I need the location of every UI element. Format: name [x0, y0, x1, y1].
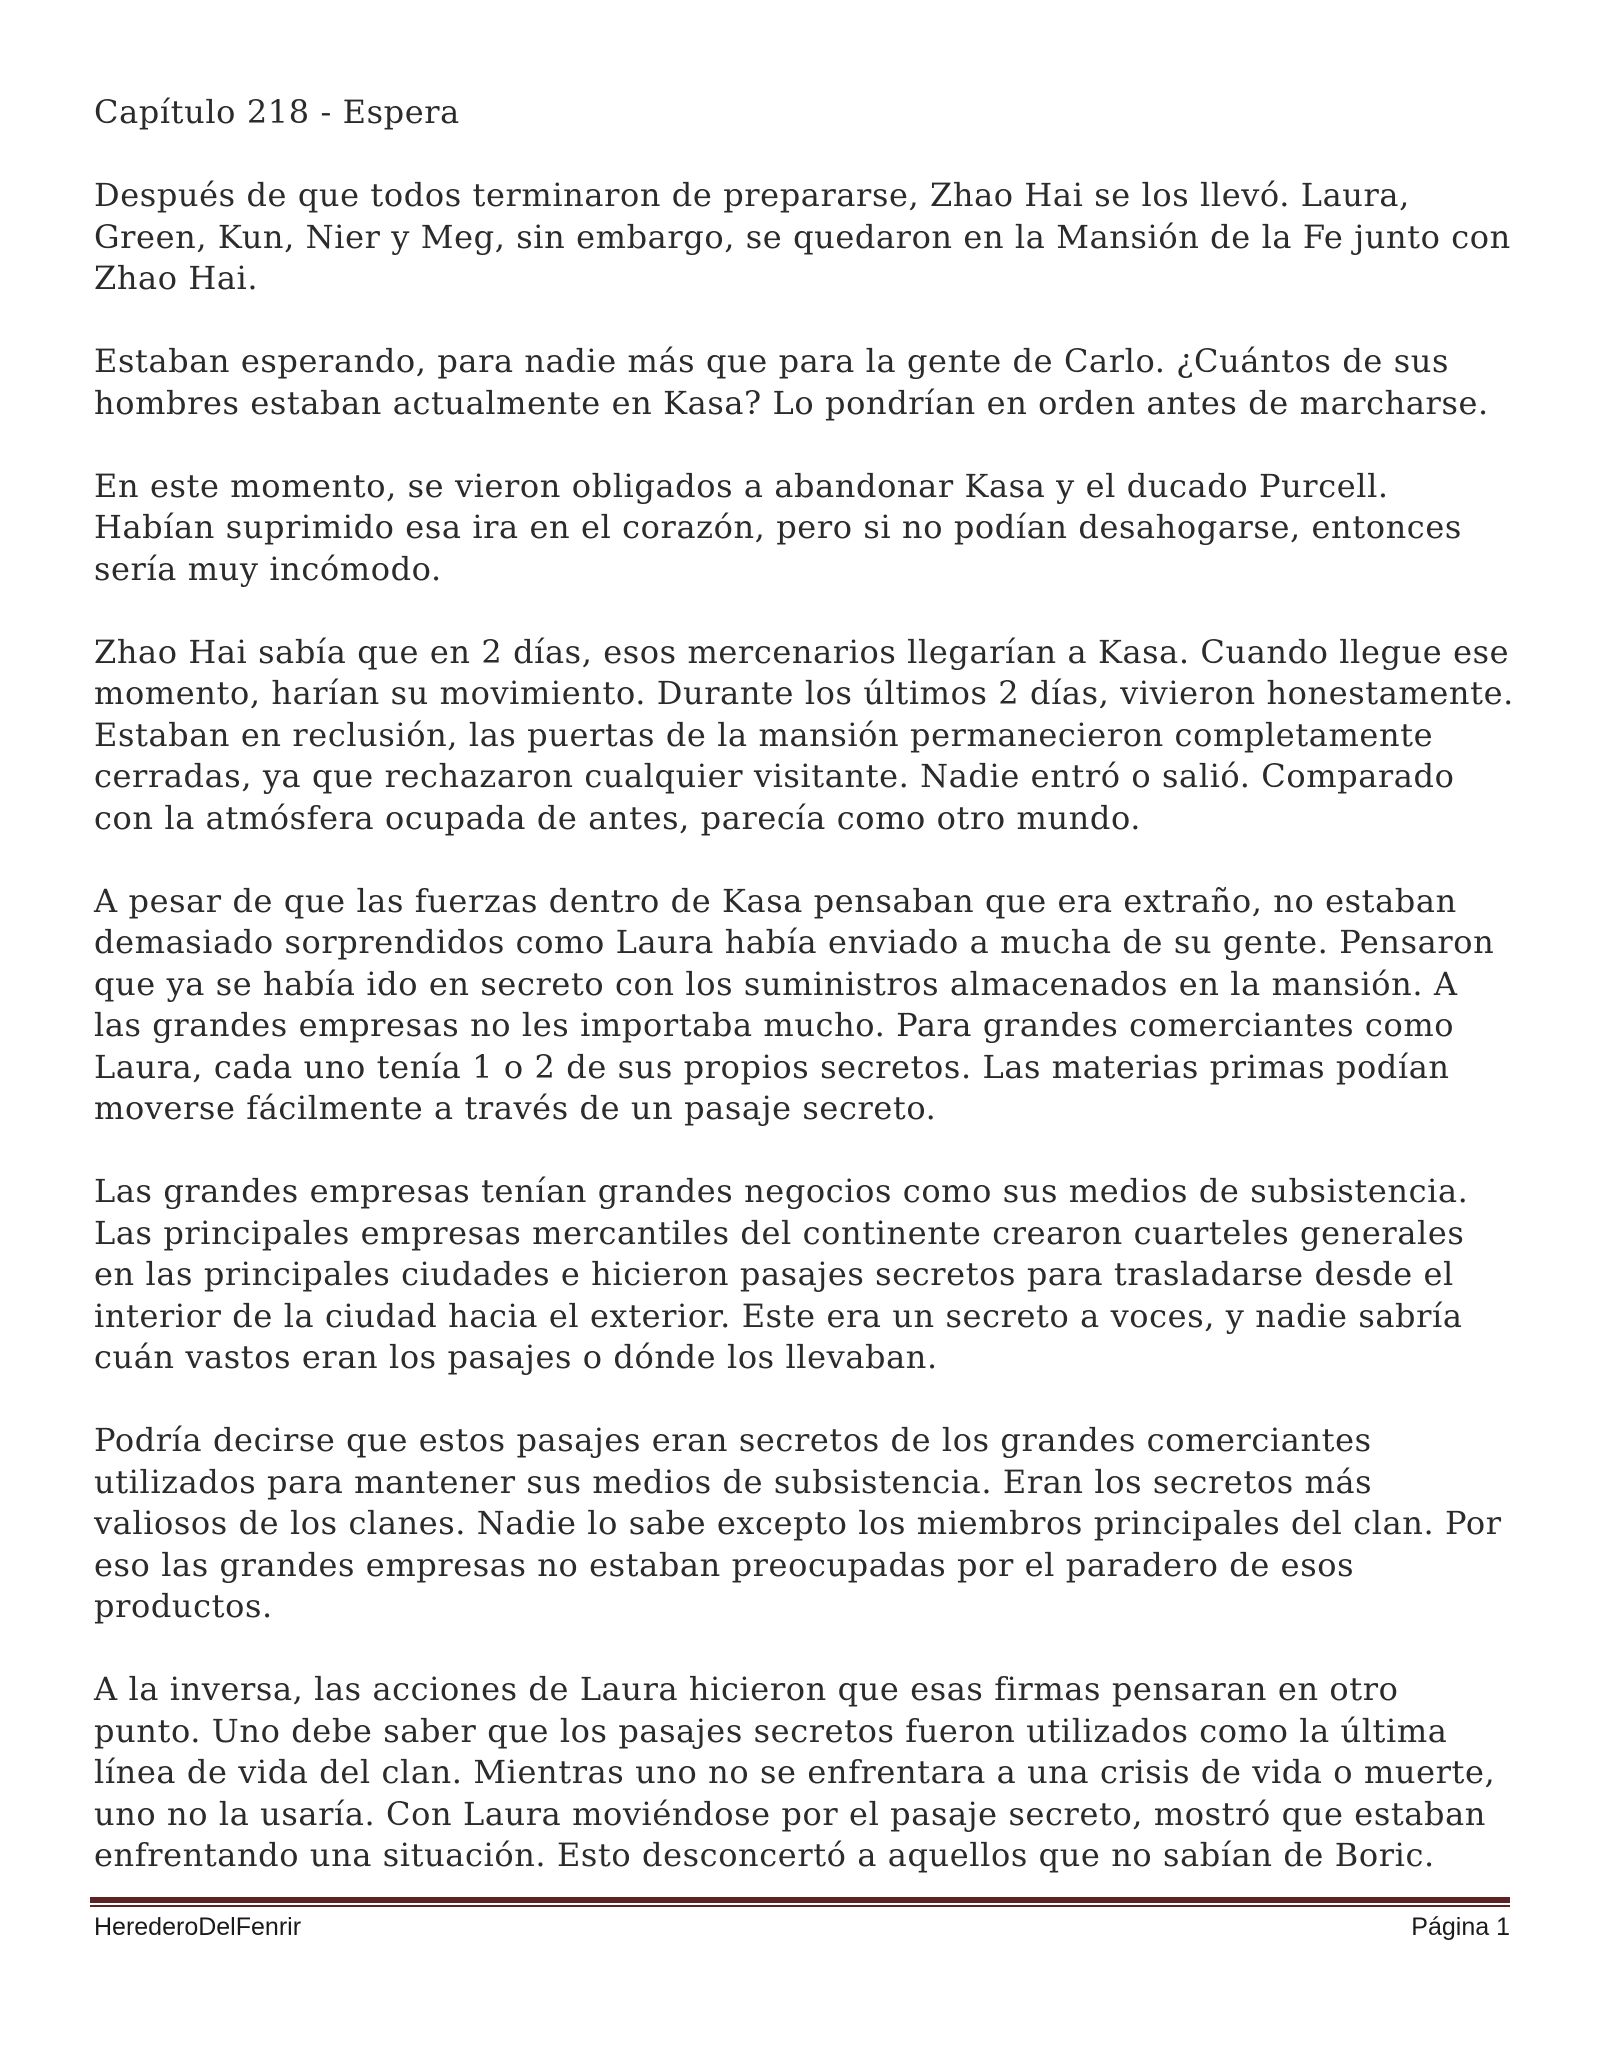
footer-author: HerederoDelFenrir [94, 1913, 302, 1941]
footer-divider-thin [90, 1905, 1510, 1907]
chapter-title: Capítulo 218 - Espera [94, 93, 460, 131]
paragraph-5: A pesar de que las fuerzas dentro de Kasa pensaban que era extraño, no estaban demasiado sorprendidos como Laura había enviado a mucha de su gente. Pensaron que ya se había ido en secreto con los suministros almacenados en la mansión. A las grandes empresas no les importaba mucho. Para grandes comerciantes como Laura, cada uno tenía 1 o 2 de sus propios secretos. Las materias primas podían moverse fácilmente a través de un pasaje secreto. [94, 881, 1495, 1127]
paragraph-4: Zhao Hai sabía que en 2 días, esos mercenarios llegarían a Kasa. Cuando llegue ese momento, harían su movimiento. Durante los últimos 2 días, vivieron honestamente. Estaban en reclusión, las puertas de la mansión permanecieron completamente cerradas, ya que rechazaron cualquier visitante. Nadie entró o salió. Comparado con la atmósfera ocupada de antes, parecía como otro mundo. [94, 632, 1514, 837]
footer-divider [90, 1897, 1510, 1907]
paragraph-6: Las grandes empresas tenían grandes negocios como sus medios de subsistencia. Las principales empresas mercantiles del continente crearon cuarteles generales en las principales ciudades e hicieron pasajes secretos para trasladarse desde el interior de la ciudad hacia el exterior. Este era un secreto a voces, y nadie sabría cuán vastos eran los pasajes o dónde los llevaban. [94, 1172, 1469, 1376]
footer-divider-thick [90, 1897, 1510, 1903]
document-body [94, 92, 1514, 1918]
paragraph-1: Después de que todos terminaron de prepararse, Zhao Hai se los llevó. Laura, Green, Kun, Nier y Meg, sin embargo, se quedaron en la Mansión de la Fe junto con Zhao Hai. [94, 176, 1511, 297]
paragraph-8: A la inversa, las acciones de Laura hicieron que esas firmas pensaran en otro punto. Uno debe saber que los pasajes secretos fueron utilizados como la última línea de vida del clan. Mientras uno no se enfrentara a una crisis de vida o muerte, uno no la usaría. Con Laura moviéndose por el pasaje secreto, mostró que estaban enfrentando una situación. Esto desconcertó a aquellos que no sabían de Boric. [94, 1670, 1496, 1874]
footer-page-number: Página 1 [1411, 1913, 1510, 1941]
paragraph-3: En este momento, se vieron obligados a abandonar Kasa y el ducado Purcell. Habían suprimido esa ira en el corazón, pero si no podían desahogarse, entonces sería muy incómodo. [94, 466, 1462, 588]
paragraph-2: Estaban esperando, para nadie más que para la gente de Carlo. ¿Cuántos de sus hombres estaban actualmente en Kasa? Lo pondrían en orden antes de marcharse. [94, 342, 1489, 422]
paragraph-7: Podría decirse que estos pasajes eran secretos de los grandes comerciantes utilizados para mantener sus medios de subsistencia. Eran los secretos más valiosos de los clanes. Nadie lo sabe excepto los miembros principales del clan. Por eso las grandes empresas no estaban preocupadas por el paradero de esos productos. [94, 1421, 1502, 1625]
